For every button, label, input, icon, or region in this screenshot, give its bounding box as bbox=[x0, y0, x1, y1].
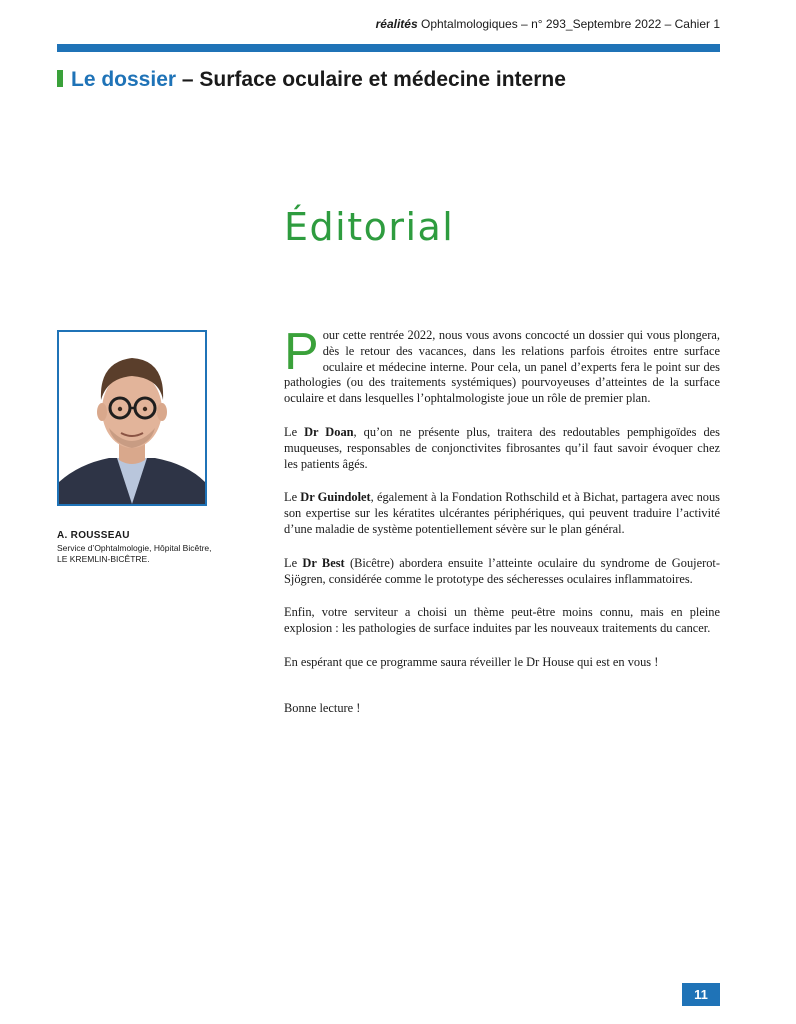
paragraph-doan-text: , qu’on ne présente plus, traitera des redoutables pemphigoïdes des muqueuses, responsables de conjonctivites fibrosantes qu’il faut savoir évoquer chez les patients âgés. bbox=[284, 424, 720, 471]
paragraph-guindolet bbox=[284, 490, 720, 537]
author-mention-best: Dr Best bbox=[302, 555, 345, 570]
drop-cap: P bbox=[284, 323, 319, 381]
section-label: Le dossier bbox=[71, 68, 177, 91]
paragraph-house: En espérant que ce programme saura réveiller le Dr House qui est en vous ! bbox=[284, 654, 659, 669]
paragraph-intro bbox=[284, 323, 720, 407]
page-number: 11 bbox=[682, 983, 720, 1006]
section-marker bbox=[57, 70, 63, 87]
author-mention-guindolet: Dr Guindolet bbox=[300, 490, 371, 505]
section-separator: – bbox=[176, 68, 200, 91]
section-title: Surface oculaire et médecine interne bbox=[199, 68, 566, 91]
paragraph-best-prefix: Le bbox=[284, 555, 303, 570]
affiliation-line-2: LE KREMLIN-BICÊTRE. bbox=[57, 554, 150, 564]
paragraph-cancer: Enfin, votre serviteur a choisi un thème peut-être moins connu, mais en pleine explosion : les pathologies de surface induites par les nouveaux traitements du cancer. bbox=[284, 605, 720, 636]
issue-info: Ophtalmologiques – n° 293_Septembre 2022 – Cahier 1 bbox=[421, 17, 720, 31]
page-title: Éditorial bbox=[284, 205, 455, 249]
paragraph-best bbox=[284, 556, 720, 588]
journal-brand: réalités bbox=[375, 17, 418, 31]
section-heading bbox=[57, 68, 566, 92]
paragraph-guindolet-prefix: Le bbox=[284, 490, 301, 505]
paragraph-doan bbox=[284, 425, 720, 472]
paragraph-guindolet-text: , également à la Fondation Rothschild et à Bichat, partagera avec nous son expertise sur les kératites ulcérantes périphériques, qui peuvent traduire l’activité d’une maladie de système potentiellement sévère sur le plan général. bbox=[284, 490, 721, 536]
header-rule bbox=[57, 44, 720, 52]
affiliation-line-1: Service d’Ophtalmologie, Hôpital Bicêtre, bbox=[57, 543, 212, 553]
paragraph-best-text: (Bicêtre) abordera ensuite l’atteinte oculaire du syndrome de Goujerot-Sjögren, considérée comme le prototype des sécheresses oculaires inflammatoires. bbox=[284, 555, 720, 586]
author-portrait-image bbox=[59, 332, 205, 504]
author-photo bbox=[57, 330, 207, 506]
editorial-body bbox=[284, 323, 721, 735]
running-header bbox=[376, 17, 720, 31]
author-name: A. ROUSSEAU bbox=[57, 530, 130, 541]
author-affiliation bbox=[57, 543, 247, 565]
paragraph-intro-text: our cette rentrée 2022, nous vous avons concocté un dossier qui vous plongera, dès le retour des vacances, dans les relations parfois étroites entre surface oculaire et médecine interne. Pour cela, un panel d’experts fera le point sur des pathologies (ou des traitements systémiques) pourvoyeuses d’atteintes de la surface oculaire et dans lesquelles l’ophtalmologiste joue un rôle de premier plan. bbox=[284, 328, 720, 406]
author-mention-doan: Dr Doan bbox=[304, 424, 354, 439]
paragraph-doan-prefix: Le bbox=[284, 424, 305, 439]
closing-line: Bonne lecture ! bbox=[284, 700, 361, 715]
